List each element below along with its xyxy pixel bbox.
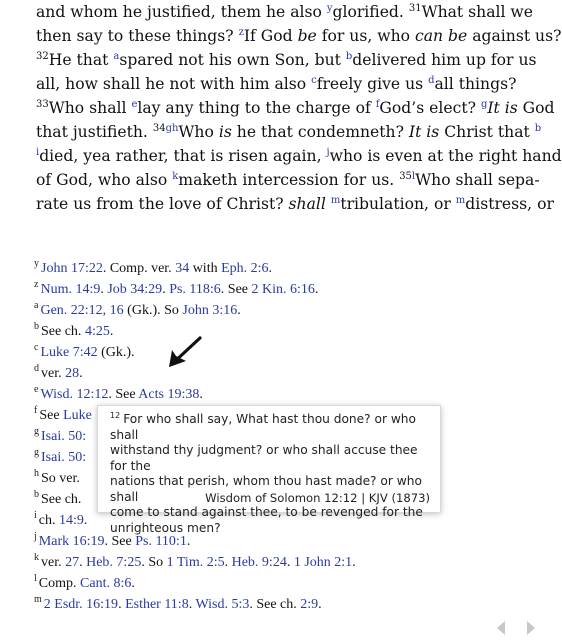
tooltip-reference: Wisdom of Solomon 12:12 | KJV (1873) [205,490,430,505]
footnote-item: $^d$ ver. 28. [34,363,83,381]
passage-line: rate us from the love of Christ? shall $^m$tribulation, or $^m$distress, or [36,194,554,213]
passage-line: and whom he justified, them he also $^y$glorified. $^{31}$What shall we [36,2,534,21]
passage-line: $^{32}$He that $^a$spared not his own Son, but $^b$delivered him up for us [36,50,537,69]
verse-tooltip-popup [97,405,441,535]
tooltip-line: nations that perish, whom thou hast made? or who shall [110,474,422,504]
footnote-item: $^e$ Wisd. 12:12. See Acts 19:38. [34,384,203,402]
passage-line: of God, who also $^k$maketh intercession for us. $^{35l}$Who shall sepa- [36,170,540,189]
footnote-marker[interactable]: k [172,170,179,182]
chevron-left-icon [494,620,508,636]
chevron-right-icon [524,620,538,636]
scripture-link[interactable]: 2 Kin. 6:16 [251,282,315,297]
footnote-marker[interactable]: j [326,146,330,158]
footnote-key: k [34,552,39,564]
scripture-link[interactable]: Ps. 110:1 [135,534,187,549]
previous-page-button[interactable] [494,620,508,636]
footnote-key: e [34,384,39,396]
footnote-marker[interactable]: gh [165,122,179,134]
scripture-link[interactable]: 27 [65,555,80,570]
tooltip-verse-number: 12 [110,410,121,420]
footnote-key: b [34,321,39,333]
tooltip-line: withstand thy judgment? or who shall accuse thee for the [110,443,418,473]
footnote-key: a [34,300,39,312]
footnote-item: $^c$ Luke 7:42 (Gk.). [34,342,135,360]
scripture-link[interactable]: Heb. 7:25 [86,555,142,570]
scripture-link[interactable]: 1 Tim. 2:5 [166,555,225,570]
next-page-button[interactable] [524,620,538,636]
tooltip-line: $^{12}$ For who shall say, What hast thou done? or who shall [110,410,416,442]
scripture-link[interactable]: Num. 14:9 [40,282,101,297]
scripture-link[interactable]: 4:25 [84,324,110,339]
scripture-link[interactable]: 34 [175,261,190,276]
scripture-link[interactable]: Cant. 8:6 [80,576,132,591]
footnote-item: $^i$ ch. 14:9. [34,510,88,528]
scripture-link[interactable]: Luke 7:42 [40,345,98,360]
scripture-link[interactable]: Wisd. 12:12 [40,387,109,402]
footnote-key: z [34,279,39,291]
italic-word: can be [415,27,468,45]
verse-number: 34 [152,122,166,134]
italic-word: It is [408,123,440,141]
footnote-item: $^l$ Comp. Cant. 8:6. [34,573,135,591]
scripture-link[interactable]: John 17:22 [41,261,103,276]
footnote-marker[interactable]: c [311,74,317,86]
footnote-marker[interactable]: m [455,194,466,206]
scripture-link[interactable]: 28 [65,366,80,381]
footnote-key: y [34,258,39,270]
footnote-key: i [34,510,37,522]
tooltip-verse-text [110,412,430,536]
footnote-key: m [34,594,42,606]
footnote-item: $^z$ Num. 14:9. Job 34:29. Ps. 118:6. See 2 Kin. 6:16. [34,279,319,297]
passage-line: $^i$died, yea rather, that is risen again, $^j$who is even at the right hand [36,146,562,165]
footnote-marker[interactable]: m [330,194,341,206]
scripture-link[interactable]: Eph. 2:6 [221,261,269,276]
scripture-link[interactable]: 1 John 2:1 [293,555,353,570]
footnote-marker[interactable]: d [428,74,435,86]
footnote-marker[interactable]: i [36,146,40,158]
scripture-link[interactable]: 2:9 [300,597,319,612]
scripture-link[interactable]: 14:9 [59,513,84,528]
footnote-marker[interactable]: a [113,50,120,62]
verse-number: 33 [36,98,49,110]
footnote-key: c [34,342,39,354]
passage-line: then say to these things? $^z$If God be for us, who can be against us? [36,26,562,45]
scripture-link[interactable]: Acts 19:38 [138,387,200,402]
scripture-link[interactable]: Esther 11:8 [125,597,189,612]
passage-line: all, how shall he not with him also $^c$freely give us $^d$all things? [36,74,517,93]
footnote-marker[interactable]: g [480,98,488,110]
footnote-marker[interactable]: f [375,98,380,110]
scripture-link[interactable]: Wisd. 5:3 [195,597,250,612]
footnote-key: b [34,489,39,501]
footnote-key: d [34,363,39,375]
italic-word: is [218,123,232,141]
hand-drawn-arrow-icon [164,334,204,372]
italic-word: shall [288,195,326,213]
scripture-link[interactable]: 2 Esdr. 16:19 [43,597,119,612]
italic-word: It is [487,99,518,117]
footnote-marker[interactable]: b [534,122,542,134]
footnote-key: h [34,468,39,480]
footnote-key: j [34,531,37,543]
scripture-link[interactable]: Job 34:29 [107,282,163,297]
footnote-item: $^k$ ver. 27. Heb. 7:25. So 1 Tim. 2:5. Heb. 9:24. 1 John 2:1. [34,552,356,570]
scripture-link[interactable]: Isai. 50: [41,450,87,465]
passage-line: $^{33}$Who shall $^e$lay any thing to the charge of $^f$God’s elect? $^g$It is God [36,98,555,117]
footnote-item: $^m$ 2 Esdr. 16:19. Esther 11:8. Wisd. 5:3. See ch. 2:9. [34,594,322,612]
footnote-key: g [34,447,39,459]
footnote-marker[interactable]: y [326,2,333,14]
footnote-marker[interactable]: b [345,50,353,62]
scripture-link[interactable]: Heb. 9:24 [231,555,287,570]
scripture-link[interactable]: Mark 16:19 [38,534,105,549]
scripture-link[interactable]: Luke [63,408,92,423]
footnote-item: $^b$ See ch. [34,489,82,507]
footnote-item: $^f$ See Luke [34,405,92,423]
footnote-marker[interactable]: l [411,170,416,182]
scripture-link[interactable]: John 3:16 [182,303,238,318]
footnote-key: l [34,573,37,585]
footnote-marker[interactable]: e [131,98,138,110]
footnote-item: $^a$ Gen. 22:12, 16 (Gk.). So John 3:16. [34,300,241,318]
footnote-item: $^b$ See ch. 4:25. [34,321,114,339]
footnote-key: f [34,405,38,417]
italic-word: be [297,27,317,45]
verse-number: 35 [399,170,412,182]
verse-number: 31 [408,2,422,14]
passage-line: that justifieth. $^{34gh}$Who is he that condemneth? It is Christ that $^b$ [36,122,542,141]
tooltip-line: unrighteous men? [110,520,221,535]
scripture-link[interactable]: Isai. 50: [41,429,87,444]
scripture-passage [36,0,562,216]
footnote-marker[interactable]: z [238,26,244,38]
footnote-key: g [34,426,39,438]
footnote-item: $^h$ So ver. [34,468,80,486]
scripture-link[interactable]: Ps. 118:6 [169,282,221,297]
tooltip-line: come to stand against thee, to be revenged for the [110,505,423,519]
verse-number: 32 [36,50,49,62]
footnote-item: $^y$ John 17:22. Comp. ver. 34 with Eph. 2:6. [34,258,273,276]
scripture-link[interactable]: Gen. 22:12, 16 [40,303,124,318]
footnote-item: $^j$ Mark 16:19. See Ps. 110:1. [34,531,191,549]
